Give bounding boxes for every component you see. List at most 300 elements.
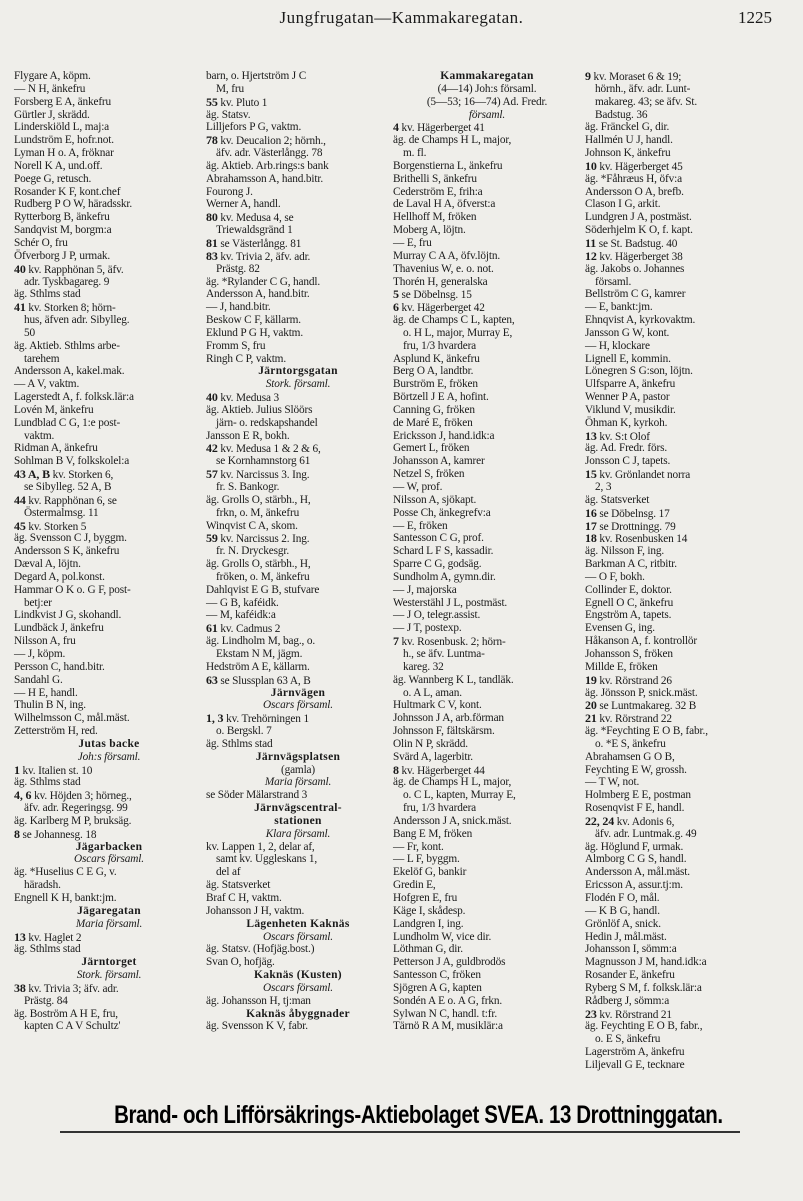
directory-entry: se Sibylleg. 52 A, B: [24, 481, 112, 493]
directory-entry: Rosander E, änkefru: [585, 969, 675, 982]
directory-entry: järn- o. redskapshandel: [216, 416, 318, 429]
directory-entry: Werner A, handl.: [206, 198, 281, 211]
directory-column-4: [585, 69, 790, 1071]
directory-entry: [14, 263, 204, 276]
directory-entry: Dahlqvist E G B, stufvare: [206, 583, 320, 596]
directory-entry: Lagerström A, änkefru: [585, 1046, 685, 1059]
directory-entry: äg. Jönsson P, snick.mäst.: [585, 686, 698, 699]
entry-text: kv. Trivia 2, äfv. adr.: [217, 250, 311, 263]
entry-text: se Västerlångg. 81: [217, 237, 302, 250]
directory-entry: Johansson S, fröken: [585, 647, 673, 660]
directory-entry: Fromm S, fru: [206, 339, 266, 352]
directory-entry: Canning G, fröken: [393, 403, 475, 416]
directory-entry: Badstug. 36: [595, 108, 648, 121]
entry-text: se Döbelnsg. 17: [596, 507, 670, 520]
directory-entry: Berg O A, landtbr.: [393, 365, 474, 378]
directory-entry: o. H L, major, Murray E,: [403, 326, 513, 339]
directory-entry: [206, 391, 390, 404]
entry-text: kv. Narcissus 2. Ing.: [217, 533, 310, 546]
directory-entry: o. Bergskl. 7: [216, 725, 272, 738]
entry-text: kv. Italien st. 10: [19, 764, 93, 777]
directory-entry: — T W, not.: [585, 776, 640, 789]
directory-entry: fru, 1/3 hvardera: [403, 802, 477, 815]
directory-entry: äg. Sthlms stad: [14, 288, 81, 301]
directory-entry: äfv. adr. Regeringsg. 99: [24, 802, 128, 815]
directory-entry: (5—53; 16—74) Ad. Fredr.: [426, 95, 548, 108]
directory-entry: Hultmark C V, kont.: [393, 699, 482, 712]
house-number: 20: [585, 698, 597, 713]
entry-text: kv. Höjden 3; hörneg.,: [31, 790, 132, 803]
directory-entry: [585, 250, 790, 263]
directory-entry: [206, 622, 390, 635]
parish-label: Oscars församl.: [74, 853, 144, 866]
directory-entry: Dæval A, löjtn.: [14, 558, 81, 571]
directory-entry: Johansson J H, vaktm.: [206, 904, 305, 917]
directory-entry: Santesson C, fröken: [393, 969, 481, 982]
directory-entry: Ericksson J, hand.idk:a: [393, 429, 495, 442]
directory-entry: Andersson S K, änkefru: [14, 545, 120, 558]
directory-entry: kv. Lappen 1, 2, delar af,: [206, 840, 315, 853]
directory-entry: Olin N P, skrädd.: [393, 737, 468, 750]
directory-entry: Moberg A, löjtn.: [393, 224, 466, 237]
directory-entry: Andersson A, hand.bitr.: [206, 288, 310, 301]
directory-entry: [393, 121, 581, 134]
directory-entry: [14, 301, 204, 314]
house-number: 83: [206, 248, 218, 263]
parish-label: Maria församl.: [75, 917, 143, 930]
directory-entry: Holmberg E E, postman: [585, 789, 691, 802]
house-number: 13: [585, 428, 597, 443]
directory-entry: [14, 520, 204, 533]
entry-text: se Slussplan 63 A, B: [217, 674, 311, 687]
directory-entry: Fourong J.: [206, 185, 253, 198]
directory-entry: [585, 237, 790, 250]
directory-entry: Burström E, fröken: [393, 378, 478, 391]
directory-entry: äg. Sthlms stad: [14, 776, 81, 789]
directory-entry: barn, o. Hjertström J C: [206, 70, 307, 82]
house-number: 8: [14, 826, 20, 841]
directory-entry: Ericsson A, assur.tj:m.: [585, 879, 683, 892]
street-heading: Jutas backe: [78, 737, 140, 750]
directory-entry: adr. Tyskbagareg. 9: [24, 275, 110, 288]
directory-entry: Lönegren S G:son, löjtn.: [585, 365, 693, 378]
directory-entry: Hammar O K o. G F, post-: [14, 583, 131, 596]
house-number: 8: [393, 762, 399, 777]
directory-entry: Magnusson J M, hand.idk:a: [585, 956, 707, 969]
directory-entry: Hellhoff M, fröken: [393, 211, 477, 224]
house-number: 81: [206, 235, 218, 250]
directory-entry: Andersson O A, brefb.: [585, 185, 684, 198]
directory-entry: [585, 520, 790, 533]
directory-entry: Gredin E,: [393, 879, 436, 892]
directory-entry: äg. Aktieb. Sthlms arbe-: [14, 339, 120, 352]
directory-entry: äg. Statsverket: [585, 493, 650, 506]
directory-entry: [206, 712, 390, 725]
directory-entry: — O F, bokh.: [585, 570, 645, 583]
directory-entry: Feychting E W, grossh.: [585, 763, 687, 776]
directory-entry: Sparre C G, godsäg.: [393, 558, 482, 571]
directory-entry: Asplund K, änkefru: [393, 352, 480, 365]
directory-entry: m. fl.: [403, 147, 427, 160]
directory-entry: [585, 70, 790, 83]
house-number: 23: [585, 1006, 597, 1021]
street-heading: Lägenheten Kaknäs: [246, 917, 350, 930]
house-number: 12: [585, 248, 597, 263]
directory-entry: Winqvist C A, skom.: [206, 519, 298, 532]
directory-entry: Hofgren E, fru: [393, 892, 458, 904]
directory-entry: Sondén A E o. A G, frkn.: [393, 994, 503, 1007]
directory-entry: [206, 442, 390, 455]
entry-text: se Johannesg. 18: [19, 828, 97, 841]
directory-entry: [585, 815, 790, 828]
directory-entry: Collinder E, doktor.: [585, 583, 672, 596]
entry-text: kv. Narcissus 3. Ing.: [217, 469, 310, 482]
directory-entry: Rosenqvist F E, handl.: [585, 802, 685, 815]
directory-entry: Ehnqvist A, kyrkovaktm.: [585, 314, 696, 327]
house-number: 78: [206, 133, 218, 148]
parish-label: Joh:s församl.: [77, 750, 141, 763]
directory-entry: äg. Sthlms stad: [14, 943, 81, 956]
directory-entry: de Laval H A, öfverst:a: [393, 198, 496, 211]
directory-entry: Triewaldsgränd 1: [216, 224, 293, 237]
directory-entry: Netzel S, fröken: [393, 468, 465, 481]
directory-entry: äg. Aktieb. Arb.rings:s bank: [206, 159, 329, 172]
directory-entry: Millde E, fröken: [585, 660, 658, 673]
directory-entry: äfv. adr. Luntmak.g. 49: [595, 827, 697, 840]
directory-entry: Lovén M, änkefru: [14, 403, 94, 416]
directory-entry: äg. Jakobs o. Johannes: [585, 262, 685, 275]
directory-entry: [14, 494, 204, 507]
directory-entry: äg. Karlberg M P, bruksäg.: [14, 814, 132, 827]
directory-entry: äg. Feychting E O B, fabr.,: [585, 1020, 703, 1033]
directory-entry: Schér O, fru: [14, 236, 68, 249]
directory-entry: Hedin J, mål.mäst.: [585, 930, 667, 943]
directory-entry: Lundström E, hofr.not.: [14, 134, 114, 147]
directory-entry: o. A L, aman.: [403, 686, 462, 699]
directory-entry: se Söder Mälarstrand 3: [206, 789, 308, 802]
directory-entry: [206, 674, 390, 687]
directory-entry: Käge I, skådesp.: [393, 904, 466, 917]
street-heading: Järntorget: [81, 956, 137, 969]
directory-entry: äg. *Fåhræus H, öfv:a: [585, 172, 682, 185]
directory-entry: Murray C A A, öfv.löjtn.: [393, 249, 501, 262]
directory-entry: — E, fru: [393, 236, 432, 249]
page-number: 1225: [738, 8, 772, 27]
directory-entry: del af: [216, 866, 241, 879]
directory-entry: Barkman A C, ritbitr.: [585, 558, 677, 571]
entry-text: kv. Trivia 3; äfv. adr.: [25, 982, 119, 995]
directory-entry: Cederström E, frih:a: [393, 185, 483, 198]
directory-entry: äg. de Champs C L, kapten,: [393, 314, 515, 327]
directory-entry: [14, 931, 204, 944]
house-number: 41: [14, 300, 26, 315]
directory-entry: Andersson A, kakel.mak.: [14, 365, 125, 378]
entry-text: kv. Haglet 2: [25, 931, 82, 944]
directory-entry: Jonsson C J, tapets.: [585, 455, 671, 468]
entry-text: kv. Medusa 3: [217, 392, 280, 405]
street-heading: Järnvägscentral-: [254, 802, 342, 815]
directory-entry: Santesson C G, prof.: [393, 532, 484, 545]
directory-entry: Borgenstierna L, änkefru: [393, 159, 503, 172]
directory-entry: Wenner P A, pastor: [585, 391, 670, 404]
directory-column-2: [206, 70, 390, 1050]
entry-text: kv. Medusa 4, se: [217, 212, 294, 225]
directory-entry: församl.: [595, 275, 632, 288]
directory-entry: [206, 532, 390, 545]
directory-entry: Engnell K H, bankt:jm.: [14, 892, 117, 904]
directory-entry: äg. Ad. Fredr. förs.: [585, 442, 668, 455]
directory-entry: Bang E M, fröken: [393, 827, 473, 840]
parish-label: församl.: [468, 108, 506, 121]
directory-entry: [206, 96, 390, 109]
directory-entry: Lyman H o. A, fröknar: [14, 147, 114, 160]
house-number: 55: [206, 94, 218, 109]
parish-label: Stork. församl.: [265, 378, 331, 391]
directory-entry: äg. Grolls O, stärbh., H,: [206, 493, 311, 506]
directory-entry: äg. *Rylander C G, handl.: [206, 275, 321, 288]
entry-text: kv. Adonis 6,: [614, 815, 675, 828]
directory-entry: Lindkvist J G, skohandl.: [14, 609, 122, 622]
directory-entry: Sandahl G.: [14, 673, 63, 686]
directory-entry: Rudberg P O W, häradsskr.: [14, 198, 133, 211]
directory-entry: Johnsson J A, arb.förman: [393, 712, 504, 725]
directory-entry: Andersson A, mål.mäst.: [585, 866, 690, 879]
directory-entry: Jansson G W, kont.: [585, 326, 670, 339]
house-number: 18: [585, 531, 597, 546]
house-number: 22, 24: [585, 813, 615, 828]
directory-entry: Rytterborg B, änkefru: [14, 211, 110, 224]
directory-entry: Rådberg J, sömm:a: [585, 994, 670, 1007]
directory-entry: Evensen G, ing.: [585, 622, 655, 635]
directory-entry: Westerstähl J L, postmäst.: [393, 596, 508, 609]
house-number: 6: [393, 300, 399, 315]
directory-entry: Norell K A, und.off.: [14, 159, 103, 172]
house-number: 13: [14, 929, 26, 944]
directory-entry: Ringh C P, vaktm.: [206, 352, 286, 365]
entry-text: kv. Storken 5: [25, 520, 87, 533]
directory-entry: tarehem: [24, 352, 60, 365]
directory-entry: Abrahamsson A, hand.bitr.: [206, 172, 324, 185]
directory-entry: Johnsson F, fältskärsm.: [393, 725, 495, 738]
house-number: 44: [14, 492, 26, 507]
directory-entry: Poege G, retusch.: [14, 172, 92, 185]
house-number: 10: [585, 158, 597, 173]
directory-entry: äg. Aktieb. Julius Slöörs: [206, 403, 313, 416]
directory-entry: äg. *Huselius C E G, v.: [14, 866, 117, 879]
directory-entry: [585, 712, 790, 725]
directory-entry: Eklund P G H, vaktm.: [206, 326, 303, 339]
house-number: 42: [206, 441, 218, 456]
directory-entry: makareg. 43; se äfv. St.: [595, 95, 698, 108]
directory-entry: Håkanson A, f. kontrollör: [585, 635, 698, 648]
entry-text: kv. Rosenbusk. 2; hörn-: [398, 636, 506, 649]
directory-entry: Flodén F O, mål.: [585, 892, 660, 904]
entry-text: kv. Deucalion 2; hörnh.,: [217, 135, 326, 148]
house-number: 21: [585, 711, 597, 726]
house-number: 15: [585, 467, 597, 482]
directory-entry: [14, 982, 204, 995]
directory-entry: — L F, byggm.: [393, 853, 460, 866]
parish-label: Oscars församl.: [263, 699, 333, 712]
entry-text: kv. Rosenbusken 14: [596, 533, 688, 546]
directory-entry: [585, 699, 790, 712]
directory-entry: — A V, vaktm.: [14, 378, 80, 391]
parish-label: Oscars församl.: [263, 930, 333, 943]
directory-entry: Tärnö R A M, musiklär:a: [393, 1020, 503, 1033]
house-number: 17: [585, 518, 597, 533]
directory-entry: Öhman K, kyrkoh.: [585, 416, 668, 429]
directory-entry: Ryberg S M, f. folksk.lär:a: [585, 981, 702, 994]
directory-entry: Thulin B N, ing.: [14, 699, 86, 712]
directory-entry: Lilljefors P G, vaktm.: [206, 121, 302, 134]
directory-entry: Thorén H, generalska: [393, 275, 488, 288]
directory-entry: frkn, o. M, änkefru: [216, 506, 300, 519]
directory-entry: Abrahamsen G O B,: [585, 750, 675, 763]
directory-entry: äg. Wannberg K L, tandläk.: [393, 673, 514, 686]
house-number: 19: [585, 672, 597, 687]
directory-entry: — J, köpm.: [14, 647, 66, 660]
directory-entry: Gürtler J, skrädd.: [14, 108, 90, 121]
street-heading: Kammakaregatan: [440, 70, 534, 82]
house-number: 45: [14, 518, 26, 533]
house-number: 61: [206, 621, 218, 636]
entry-text: kv. Moraset 6 & 19;: [590, 71, 682, 83]
entry-text: kv. Storken 8; hörn-: [25, 302, 116, 315]
directory-entry: Lagerstedt A, f. folksk.lär:a: [14, 391, 134, 404]
directory-entry: h., se äfv. Luntma-: [403, 647, 485, 660]
street-heading: Jägaregatan: [77, 904, 141, 917]
directory-entry: Bellström C G, kamrer: [585, 288, 686, 301]
directory-entry: (gamla): [280, 763, 316, 776]
directory-entry: äg. Höglund F, urmak.: [585, 840, 684, 853]
directory-entry: — Fr, kont.: [393, 840, 444, 853]
entry-text: kv. S:t Olof: [596, 430, 650, 443]
directory-entry: Gemert L, fröken: [393, 442, 470, 455]
directory-entry: de Maré E, fröken: [393, 416, 473, 429]
house-number: 40: [206, 390, 218, 405]
directory-entry: äg. Statsv.: [206, 108, 251, 121]
banner-underline: [60, 1131, 740, 1133]
directory-entry: Lundholm W, vice dir.: [393, 930, 492, 943]
directory-entry: (4—14) Joh:s församl.: [437, 82, 537, 95]
directory-entry: Schard L F S, kassadir.: [393, 545, 494, 558]
directory-entry: Thavenius W, e. o. not.: [393, 262, 494, 275]
directory-entry: [585, 532, 790, 545]
directory-entry: [585, 430, 790, 443]
house-number: 43 A, B: [14, 467, 50, 482]
directory-entry: [206, 134, 390, 147]
directory-entry: äg. Sthlms stad: [206, 737, 273, 750]
directory-entry: betj:er: [24, 596, 52, 609]
parish-label: Klara församl.: [265, 827, 331, 840]
entry-text: se St. Badstug. 40: [596, 237, 678, 250]
entry-text: kv. Hägerberget 45: [596, 160, 683, 173]
directory-entry: äg. de Champs H L, major,: [393, 134, 512, 147]
directory-entry: häradsh.: [24, 879, 61, 892]
directory-entry: — H, klockare: [585, 339, 650, 352]
entry-text: se Döbelnsg. 15: [398, 289, 472, 302]
directory-entry: Beskow C F, källarm.: [206, 314, 301, 327]
directory-entry: Östermalmsg. 11: [24, 506, 99, 519]
directory-entry: Svärd A, lagerbitr.: [393, 750, 473, 763]
directory-entry: Söderhjelm K O, f. kapt.: [585, 224, 693, 237]
directory-entry: Johansson A, kamrer: [393, 455, 485, 468]
directory-entry: [206, 237, 390, 250]
parish-label: Maria församl.: [264, 776, 332, 789]
house-number: 40: [14, 261, 26, 276]
directory-entry: Clason I G, arkit.: [585, 198, 661, 211]
street-heading: Järnvägsplatsen: [255, 750, 341, 763]
directory-entry: — E, bankt:jm.: [585, 301, 653, 314]
directory-entry: o. C L, kapten, Murray E,: [403, 789, 516, 802]
directory-entry: Braf C H, vaktm.: [206, 892, 282, 904]
directory-entry: fr. S. Bankogr.: [216, 481, 280, 493]
directory-entry: [393, 764, 581, 777]
directory-entry: M, fru: [216, 82, 244, 95]
house-number: 57: [206, 467, 218, 482]
directory-entry: Ridman A, änkefru: [14, 442, 98, 455]
directory-entry: Lundbäck J, änkefru: [14, 622, 104, 635]
directory-entry: kapten C A V Schultz': [24, 1020, 121, 1033]
house-number: 1: [14, 762, 20, 777]
street-heading: Järntorgsgatan: [258, 365, 338, 378]
directory-entry: Petterson J A, guldbrodös: [393, 956, 506, 969]
entry-text: kv. Hägerberget 44: [398, 764, 485, 777]
directory-entry: Lundblad C G, 1:e post-: [14, 416, 121, 429]
directory-entry: Flygare A, köpm.: [14, 70, 91, 82]
house-number: 5: [393, 287, 399, 302]
directory-column-3: [393, 70, 581, 1050]
directory-entry: Börtzell J E A, hofint.: [393, 391, 489, 404]
directory-entry: äfv. adr. Västerlångg. 78: [216, 147, 323, 160]
directory-entry: äg. Lindholm M, bag., o.: [206, 635, 316, 648]
directory-entry: [14, 789, 204, 802]
house-number: 38: [14, 980, 26, 995]
directory-entry: Persson C, hand.bitr.: [14, 660, 105, 673]
directory-entry: se Kornhamnstorg 61: [216, 455, 311, 468]
directory-entry: Hallmén U J, handl.: [585, 134, 673, 147]
directory-entry: äg. Statsverket: [206, 879, 271, 892]
directory-entry: äg. Svensson C J, byggm.: [14, 532, 127, 545]
directory-entry: Johansson I, sömm:a: [585, 943, 677, 956]
directory-entry: 50: [24, 326, 35, 339]
directory-entry: Prästg. 82: [216, 262, 260, 275]
street-heading: stationen: [274, 814, 322, 827]
directory-entry: Forsberg E A, änkefru: [14, 95, 112, 108]
directory-entry: Grönlöf A, snick.: [585, 917, 661, 930]
directory-entry: Zetterström H, red.: [14, 725, 98, 738]
entry-text: kv. Hägerberget 41: [398, 122, 485, 135]
directory-entry: Viklund V, musikdir.: [585, 403, 676, 416]
directory-entry: — J O, telegr.assist.: [393, 609, 481, 622]
directory-entry: fr. N. Dryckesgr.: [216, 545, 290, 558]
directory-entry: [585, 160, 790, 173]
entry-text: kv. Cadmus 2: [217, 623, 281, 636]
directory-entry: — M, kaféidk:a: [206, 609, 276, 622]
house-number: 7: [393, 634, 399, 649]
entry-text: kv. Medusa 1 & 2 & 6,: [217, 443, 321, 456]
directory-entry: [206, 250, 390, 263]
directory-entry: äg. Boström A H E, fru,: [14, 1007, 118, 1020]
directory-entry: Rosander K F, kont.chef: [14, 185, 121, 198]
house-number: 11: [585, 235, 597, 250]
directory-entry: [14, 764, 204, 777]
directory-entry: äg. Grolls O, stärbh., H,: [206, 558, 311, 571]
entry-text: kv. Rapphönan 5, äfv.: [25, 263, 124, 276]
directory-entry: o. E S, änkefru: [595, 1033, 661, 1046]
entry-text: se Drottningg. 79: [596, 520, 676, 533]
directory-entry: [585, 1008, 790, 1021]
